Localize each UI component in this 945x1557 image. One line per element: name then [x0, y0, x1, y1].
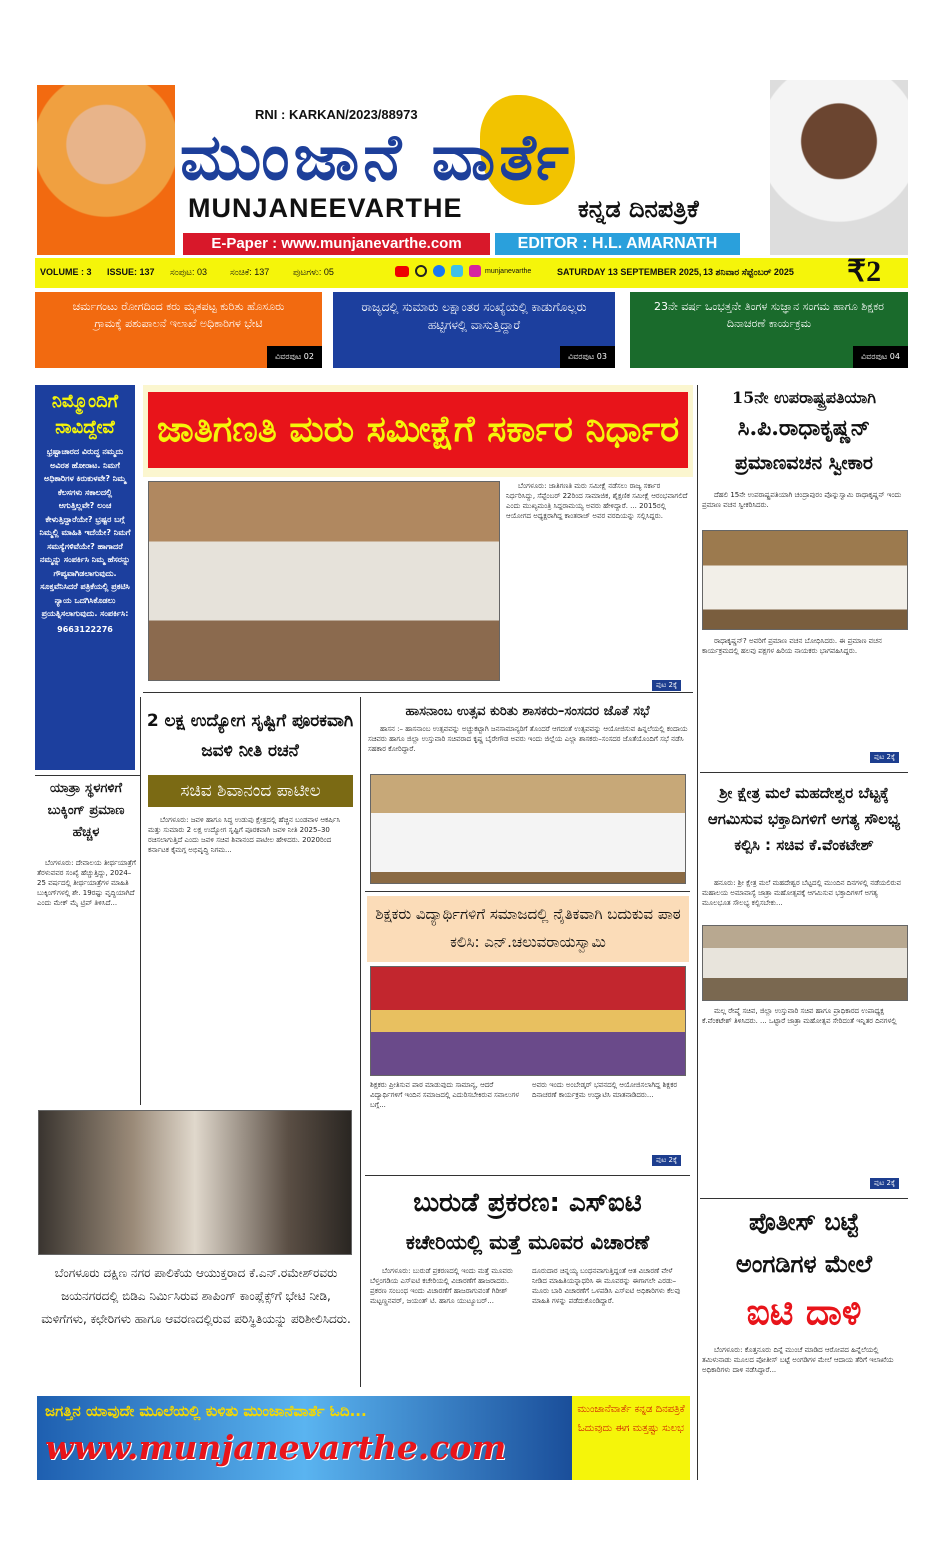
- mm-hills-continued[interactable]: ಪುಟ 2ಕ್ಕೆ: [870, 1178, 899, 1189]
- youtube-icon[interactable]: [395, 266, 409, 277]
- samputa: ಸಂಪುಟ: 03: [170, 267, 207, 277]
- jobs-headline: 2 ಲಕ್ಷ ಉದ್ಯೋಗ ಸೃಷ್ಟಿಗೆ ಪೂರಕವಾಗಿ ಜವಳಿ ನೀತಿ ರಚನೆ: [146, 711, 354, 761]
- shopping-complex-photo: [38, 1110, 352, 1255]
- teachers-headline: ಶಿಕ್ಷಕರು ವಿದ್ಯಾರ್ಥಿಗಳಿಗೆ ಸಮಾಜದಲ್ಲಿ ನೈತಿಕವಾಗಿ ಬದುಕುವ ಪಾಠ ಕಲಿಸಿ: ಎನ್.ಚಲುವರಾಯಸ್ವಾಮಿ: [367, 896, 689, 962]
- burude-headline-2: ಕಚೇರಿಯಲ್ಲಿ ಮತ್ತೆ ಮೂವರ ವಿಚಾರಣೆ: [405, 1230, 650, 1254]
- date-kannada: 13 ಶನಿವಾರ ಸೆಪ್ಟೆಂಬರ್ 2025: [703, 267, 794, 277]
- instagram-icon[interactable]: [469, 265, 481, 277]
- teaser-page-3[interactable]: [333, 292, 615, 368]
- yatra-headline: ಯಾತ್ರಾ ಸ್ಥಳಗಳಿಗೆ ಬುಕ್ಕಿಂಗ್ ಪ್ರಮಾಣ ಹೆಚ್ಚಳ: [47, 781, 125, 840]
- teaser-page-2[interactable]: [35, 292, 322, 368]
- hasanamba-group-photo: [370, 774, 686, 884]
- web-icon[interactable]: [415, 265, 427, 277]
- website-banner[interactable]: [37, 1396, 572, 1480]
- politician-portrait: [770, 80, 908, 255]
- burude-headline-1: ಬುರುಡೆ ಪ್ರಕರಣ: ಎಸ್‌ಐಟಿ: [413, 1188, 642, 1218]
- lead-headline-box: [143, 385, 693, 477]
- vp-body-bottom: ರಾಧಾಕೃಷ್ಣನ್? ಅವರಿಗೆ ಪ್ರಮಾಣ ವಚನ ಬೋಧಿಸಿದರು. ಈ ಪ್ರಮಾಣ ವಚನ ಕಾರ್ಯಕ್ರಮದಲ್ಲಿ ಹಲವು ಪಕ್ಷಗಳ ಹಿರಿಯ ನಾಯಕರು ಭಾಗವಹಿಸಿದ್ದರು.: [702, 637, 882, 655]
- hasanamba-headline: ಹಾಸನಾಂಬ ಉತ್ಸವ ಕುರಿತು ಶಾಸಕರು–ಸಂಸದರ ಜೊತೆ ಸಭೆ: [405, 704, 650, 719]
- banner-side-box: ಮುಂಜಾನೆವಾರ್ತೆ ಕನ್ನಡ ದಿನಪತ್ರಿಕೆ ಓದುವುದು ಈಗ ಮತ್ತಷ್ಟು ಸುಲಭ: [572, 1396, 690, 1480]
- swami-portrait: [37, 85, 175, 255]
- lead-headline: ಜಾತಿಗಣತಿ ಮರು ಸಮೀಕ್ಷೆಗೆ ಸರ್ಕಾರ ನಿರ್ಧಾರ: [148, 392, 688, 468]
- facebook-icon[interactable]: [433, 265, 445, 277]
- info-bar: [35, 255, 908, 288]
- it-raid-line-2: ಅಂಗಡಿಗಳ ಮೇಲೆ: [735, 1250, 873, 1278]
- vp-oath-photo: [702, 530, 908, 630]
- box-body: ಭ್ರಷ್ಟಾಚಾರದ ವಿರುದ್ಧ ನಮ್ಮದು ಅವಿರತ ಹೋರಾಟ. ನಿಮಗೆ ಅಧಿಕಾರಿಗಳ ಕಿರುಕುಳವೇ? ನಿಮ್ಮ ಕೆಲಸಗಳು ಸಕಾಲದಲ್ಲಿ ಆಗುತ್ತಿಲ್ಲವೇ? ಲಂಚ ಕೇಳುತ್ತಿದ್ದಾರೆಯೇ? ಭ್ರಷ್ಟರ ಬಗ್ಗೆ ನಿಮ್ಮಲ್ಲಿ ಮಾಹಿತಿ ಇದೆಯೇ? ನಿಮಗೆ ಸಮಸ್ಯೆಗಳಿವೆಯೇ? ಹಾಗಾದರೆ ನಮ್ಮನ್ನು ಸಂಪರ್ಕಿಸಿ ನಿಮ್ಮ ಹೆಸರನ್ನು ಗೌಪ್ಯವಾಗಿಡಲಾಗುವುದು. ಸೂಕ್ತವೆನಿಸಿದರೆ ಪತ್ರಿಕೆಯಲ್ಲಿ ಪ್ರಕಟಿಸಿ ನ್ಯಾಯ ಒದಗಿಸಿಕೊಡಲು ಪ್ರಯತ್ನಿಸಲಾಗುವುದು. ಸಂಪರ್ಕಿಸಿ:: [39, 447, 131, 618]
- mm-hills-headline: ಶ್ರೀ ಕ್ಷೇತ್ರ ಮಲೆ ಮಹದೇಶ್ವರ ಬೆಟ್ಟಕ್ಕೆ ಆಗಮಿಸುವ ಭಕ್ತಾದಿಗಳಿಗೆ ಅಗತ್ಯ ಸೌಲಭ್ಯ ಕಲ್ಪಿಸಿ : ಸಚಿವ ಕೆ.ವೆಂಕಟೇಶ್: [707, 784, 901, 854]
- lead-continued[interactable]: ಪುಟ 2ಕ್ಕೆ: [652, 680, 681, 691]
- teaser-text: ರಾಜ್ಯದಲ್ಲಿ ಸುಮಾರು ಲಕ್ಷಾಂತರ ಸಂಖ್ಯೆಯಲ್ಲಿ ಕಾಡುಗೊಲ್ಲರು ಹಟ್ಟಿಗಳಲ್ಲಿ ವಾಸುತ್ತಿದ್ದಾರೆ: [361, 300, 587, 332]
- issue: ISSUE: 137: [107, 267, 155, 277]
- teaser-text: ಚರ್ಮಗಂಟು ರೋಗದಿಂದ ಕರು ಮೃತಪಟ್ಟ ಕುರಿತು ಹೊಸೂರು ಗ್ರಾಮಕ್ಕೆ ಪಶುಪಾಲನೆ ಇಲಾಖೆ ಅಧಿಕಾರಿಗಳ ಭೇಟಿ: [72, 300, 285, 330]
- teachers-continued[interactable]: ಪುಟ 2ಕ್ಕೆ: [652, 1155, 681, 1166]
- teachers-day-photo: [370, 966, 686, 1076]
- rni-number: RNI : KARKAN/2023/88973: [255, 107, 418, 122]
- epaper-link[interactable]: E-Paper : www.munjanevarthe.com: [183, 233, 490, 255]
- burude-body-col1: ಬೆಂಗಳೂರು: ಬುರುಡೆ ಪ್ರಕರಣದಲ್ಲಿ ಇಂದು ಮತ್ತೆ ಮೂವರು ಬೆಳ್ತಂಗಡಿಯ ಎಸ್‌ಐಟಿ ಕಚೇರಿಯಲ್ಲಿ ವಿಚಾರಣೆಗೆ ಹಾಜರಾದರು. ಪ್ರಕರಣ ಸಂಬಂಧ ಇಂದು ವಿಚಾರಣೆಗೆ ಹಾಜರಾಗುವಂತೆ ಗಿರೀಶ್ ಮಟ್ಟಣ್ಣನವರ್, ಜಯಂತ್ ಟಿ. ಹಾಗೂ ಯುಟ್ಯೂಬರ್...: [370, 1267, 513, 1305]
- tagline: ಕನ್ನಡ ದಿನಪತ್ರಿಕೆ: [578, 195, 699, 223]
- mm-hills-body-top: ಹನೂರು: ಶ್ರೀ ಕ್ಷೇತ್ರ ಮಲೆ ಮಹದೇಶ್ವರ ಬೆಟ್ಟದಲ್ಲಿ ಮುಂದಿನ ದಿನಗಳಲ್ಲಿ ನಡೆಯಲಿರುವ ಮಹಾಲಯ ಅಮಾವಾಸ್ಯೆ ಜಾತ್ರಾ ಮಹೋತ್ಸವಕ್ಕೆ ಆಗಮಿಸುವ ಭಕ್ತಾದಿಗಳಿಗೆ ಅಗತ್ಯ ಮೂಲಭೂತ ಸೌಲಭ್ಯ ಕಲ್ಪಿಸಬೇಕು...: [702, 879, 902, 907]
- mm-hills-meeting-photo: [702, 925, 908, 1001]
- it-raid-line-1: ಪೊತೀಸ್ ಬಟ್ಟೆ: [749, 1208, 859, 1236]
- vp-continued[interactable]: ಪುಟ 2ಕ್ಕೆ: [870, 752, 899, 763]
- teachers-body-col1: ಶಿಕ್ಷಕರು ಪ್ರೀತಿಸುವ ಪಾಠ ಮಾಡುವುದು ಸಾಮಾನ್ಯ, ಆದರೆ ವಿದ್ಯಾರ್ಥಿಗಳಿಗೆ ಇಂದಿನ ಸಮಾಜದಲ್ಲಿ ಎದುರಿಸಬೇಕಿರುವ ಸವಾಲುಗಳ ಬಗ್ಗೆ...: [370, 1081, 520, 1109]
- mm-hills-body-bottom: ಮಲ್ಲ ರೇಷ್ಮೆ ಸಚಿವ, ಜಿಲ್ಲಾ ಉಸ್ತುವಾರಿ ಸಚಿವ ಹಾಗೂ ಪ್ರಾಧಿಕಾರದ ಉಪಾಧ್ಯಕ್ಷ ಕೆ.ವೆಂಕಟೇಶ್ ತಿಳಿಸಿದರು. ... ಒಟ್ಟಾರೆ ಜಾತ್ರಾ ಮಹೋತ್ಸವ ಸೇರಿದಂತೆ ಇನ್ನಿತರ ದಿನಗಳಲ್ಲಿ: [702, 1007, 897, 1025]
- twitter-icon[interactable]: [451, 265, 463, 277]
- banner-slogan: ಜಗತ್ತಿನ ಯಾವುದೇ ಮೂಲೆಯಲ್ಲಿ ಕುಳಿತು ಮುಂಜಾನೆವಾರ್ತೆ ಓದಿ...: [45, 1402, 367, 1420]
- it-raid-line-3: ಐಟಿ ದಾಳಿ: [746, 1292, 862, 1333]
- vp-kicker: 15ನೇ ಉಪರಾಷ್ಟ್ರಪತಿಯಾಗಿ: [732, 388, 876, 407]
- editor-label: EDITOR : H.L. AMARNATH: [495, 233, 740, 255]
- teachers-body-col2: ಅವರು ಇಂದು ಅಂಬೇಡ್ಕರ್ ಭವನದಲ್ಲಿ ಆಯೋಜಿಸಲಾಗಿದ್ದ ಶಿಕ್ಷಕರ ದಿನಾಚರಣೆ ಕಾರ್ಯಕ್ರಮ ಉದ್ಘಾಟಿಸಿ ಮಾತನಾಡಿದರು...: [532, 1081, 678, 1099]
- lead-body: ಬೆಂಗಳೂರು: ಜಾತಿಗಣತಿ ಮರು ಸಮೀಕ್ಷೆ ನಡೆಸಲು ರಾಜ್ಯ ಸರ್ಕಾರ ನಿರ್ಧರಿಸಿದ್ದು, ಸೆಪ್ಟೆಂಬರ್ 22ರಿಂದ ಸಾಮಾಜಿಕ, ಶೈಕ್ಷಣಿಕ ಸಮೀಕ್ಷೆ ಆರಂಭವಾಗಲಿದೆ ಎಂದು ಮುಖ್ಯಮಂತ್ರಿ ಸಿದ್ದರಾಮಯ್ಯ ಅವರು ಹೇಳಿದ್ದಾರೆ. ... 2015ರಲ್ಲಿ ಆಯೋಗದ ಅಧ್ಯಕ್ಷರಾಗಿದ್ದ ಕಾಂತರಾಜ್ ಅವರ ವರದಿಯನ್ನು ಸಲ್ಲಿಸಿದ್ದರು.: [506, 482, 688, 520]
- logo-english: MUNJANEEVARTHE: [188, 193, 463, 223]
- shopping-complex-caption: ಬೆಂಗಳೂರು ದಕ್ಷಿಣ ನಗರ ಪಾಲಿಕೆಯ ಆಯುಕ್ತರಾದ ಕೆ.ಎನ್.ರಮೇಶ್‌ರವರು ಜಯನಗರದಲ್ಲಿ ಬಿಡಿಎ ನಿರ್ಮಿಸಿರುವ ಶಾಪಿಂಗ್ ಕಾಂಪ್ಲೆಕ್ಸ್‌ಗೆ ಭೇಟಿ ನೀಡಿ, ಮಳಿಗೆಗಳು, ಕಛೇರಿಗಳು ಹಾಗೂ ಆವರಣದಲ್ಲಿರುವ ಪರಿಸ್ಥಿತಿಯನ್ನು ಪರಿಶೀಲಿಸಿದರು.: [41, 1266, 351, 1326]
- yatra-body: ಬೆಂಗಳೂರು: ದೇವಾಲಯ ತೀರ್ಥಯಾತ್ರೆಗೆ ತೆರಳುವವರ ಸಂಖ್ಯೆ ಹೆಚ್ಚುತ್ತಿದ್ದು, 2024–25 ವರ್ಷದಲ್ಲಿ ತೀರ್ಥಯಾತ್ರೆಗಳ ಮಾಹಿತಿ ಬುಕ್ಕಿಂಗ್‌ಗಳಲ್ಲಿ ಶೇ. 19ರಷ್ಟು ವೃದ್ಧಿಯಾಗಿದೆ ಎಂದು ಮೇಕ್ ಮೈ ಟ್ರಿಪ್ ತಿಳಿಸಿದೆ...: [37, 859, 136, 907]
- teaser-page-label: ವಿವರಪುಟ 02: [267, 346, 322, 368]
- price: ₹2: [847, 255, 882, 288]
- jobs-body: ಬೆಂಗಳೂರು: ಜವಳಿ ಹಾಗೂ ಸಿದ್ಧ ಉಡುಪು ಕ್ಷೇತ್ರದಲ್ಲಿ ಹೆಚ್ಚಿನ ಬಂಡವಾಳ ಆಕರ್ಷಿಸಿ ಮತ್ತು ಸುಮಾರು 2 ಲಕ್ಷ ಉದ್ಯೋಗ ಸೃಷ್ಟಿಗೆ ಪೂರಕವಾಗಿ ಜವಳಿ ನೀತಿ 2025–30 ರಚಿಸಲಾಗುತ್ತಿದೆ ಎಂದು ಜವಳಿ ಸಚಿವ ಶಿವಾನಂದ ಪಾಟೀಲ ಹೇಳಿದರು. 2020ರಿಂದ ಕರ್ನಾಟಕ ಕೈಮಗ್ಗ ಅಭಿವೃದ್ಧಿ ನಿಗಮ...: [148, 816, 341, 854]
- teaser-page-label: ವಿವರಪುಟ 04: [853, 346, 908, 368]
- anti-corruption-box: [35, 385, 135, 770]
- box-title: ನಿಮ್ಮೊಂದಿಗೆ ನಾವಿದ್ದೇವೆ: [51, 391, 119, 438]
- banner-url[interactable]: www.munjanevarthe.com: [45, 1428, 507, 1467]
- box-phone[interactable]: 9663122276: [57, 624, 113, 634]
- lead-photo-cm-meeting: [148, 481, 500, 681]
- vp-action: ಪ್ರಮಾಣವಚನ ಸ್ವೀಕಾರ: [735, 452, 873, 474]
- it-raid-body: ಬೆಂಗಳೂರು: ಕೊತ್ತನೂರು ದಿನ್ನೆ ಮುಂಚೆ ಮಾಡಿದ ಆರೋಪದ ಹಿನ್ನೆಲೆಯಲ್ಲಿ ತಮಿಳುನಾಡು ಮೂಲದ ಪೋತೀಸ್ ಬಟ್ಟೆ ಅಂಗಡಿಗಳ ಮೇಲೆ ಆದಾಯ ತೆರಿಗೆ ಇಲಾಖೆಯ ಅಧಿಕಾರಿಗಳು ದಾಳಿ ನಡೆಸಿದ್ದಾರೆ...: [702, 1346, 894, 1374]
- date-english: SATURDAY 13 SEPTEMBER 2025,: [557, 267, 702, 277]
- burude-body-col2: ದೂರುದಾರ ಚಿನ್ನಯ್ಯ ಬಂಧನವಾಗುತ್ತಿದ್ದಂತೆ ಆತ ವಿಚಾರಣೆ ವೇಳೆ ನೀಡಿದ ಮಾಹಿತಿಯನ್ನಾಧರಿಸಿ ಈ ಮೂವರನ್ನು ಈಗಾಗಲೇ ಎರಡು–ಮೂರು ಬಾರಿ ವಿಚಾರಣೆಗೆ ಒಳಪಡಿಸಿ ಎಸ್‌ಐಟಿ ಅಧಿಕಾರಿಗಳು ಕೆಲವು ಮಾಹಿತಿ ಗಳನ್ನು ಪಡೆದುಕೊಂಡಿದ್ದಾರೆ.: [532, 1267, 681, 1305]
- pages: ಪುಟಗಳು: 05: [293, 267, 334, 277]
- volume: VOLUME : 3: [40, 267, 92, 277]
- vp-body-top: ದೆಹಲಿ 15ನೇ ಉಪರಾಷ್ಟ್ರಪತಿಯಾಗಿ ಚಂದ್ರಾಪುರಂ ಪೊನ್ನುಸ್ವಾಮಿ ರಾಧಾಕೃಷ್ಣನ್ ಇಂದು ಪ್ರಮಾಣ ವಚನ ಸ್ವೀಕರಿಸಿದರು.: [702, 491, 902, 509]
- logo-kannada: ಮುಂಜಾನೆ ವಾರ್ತೆ: [180, 121, 573, 195]
- hasanamba-body: ಹಾಸನ :– ಹಾಸನಾಂಬ ಉತ್ಸವವನ್ನು ಅಚ್ಚುಕಟ್ಟಾಗಿ ಜನಸಾಮಾನ್ಯರಿಗೆ ತೊಂದರೆ ಆಗದಂತೆ ಉತ್ಸವವನ್ನು ಆಯೋಜಿಸುವ ಹಿನ್ನಲೆಯಲ್ಲಿ ಕಂದಾಯ ಸಚಿವರು ಹಾಗೂ ಜಿಲ್ಲಾ ಉಸ್ತುವಾರಿ ಸಚಿವರಾದ ಕೃಷ್ಣ ಬೈರೇಗೌಡ ಅವರು ಇಂದು ಜಿಲ್ಲೆಯ ಎಲ್ಲಾ ಶಾಸಕರು–ಸಂಸದರ ಜೊತೆಯೊಂದಿಗೆ ಸಭೆ ನಡೆಸಿ ಸಹಕಾರ ಕೋರಿದ್ದಾರೆ.: [368, 725, 688, 753]
- social-handle[interactable]: munjanevarthe: [485, 268, 532, 275]
- jobs-subhead: ಸಚಿವ ಶಿವಾನಂದ ಪಾಟೀಲ: [148, 775, 353, 807]
- sanchike: ಸಂಚಿಕೆ: 137: [230, 267, 270, 277]
- vp-name: ಸಿ.ಪಿ.ರಾಧಾಕೃಷ್ಣನ್: [737, 415, 871, 441]
- teaser-page-4[interactable]: [630, 292, 908, 368]
- teaser-text: 23ನೇ ವರ್ಷ ಒಂಭತ್ತನೇ ತಿಂಗಳ ಸುಜ್ಞಾನ ಸಂಗಮ ಹಾಗೂ ಶಿಕ್ಷಕರ ದಿನಾಚರಣೆ ಕಾರ್ಯಕ್ರಮ: [654, 300, 884, 330]
- teaser-page-label: ವಿವರಪುಟ 03: [560, 346, 615, 368]
